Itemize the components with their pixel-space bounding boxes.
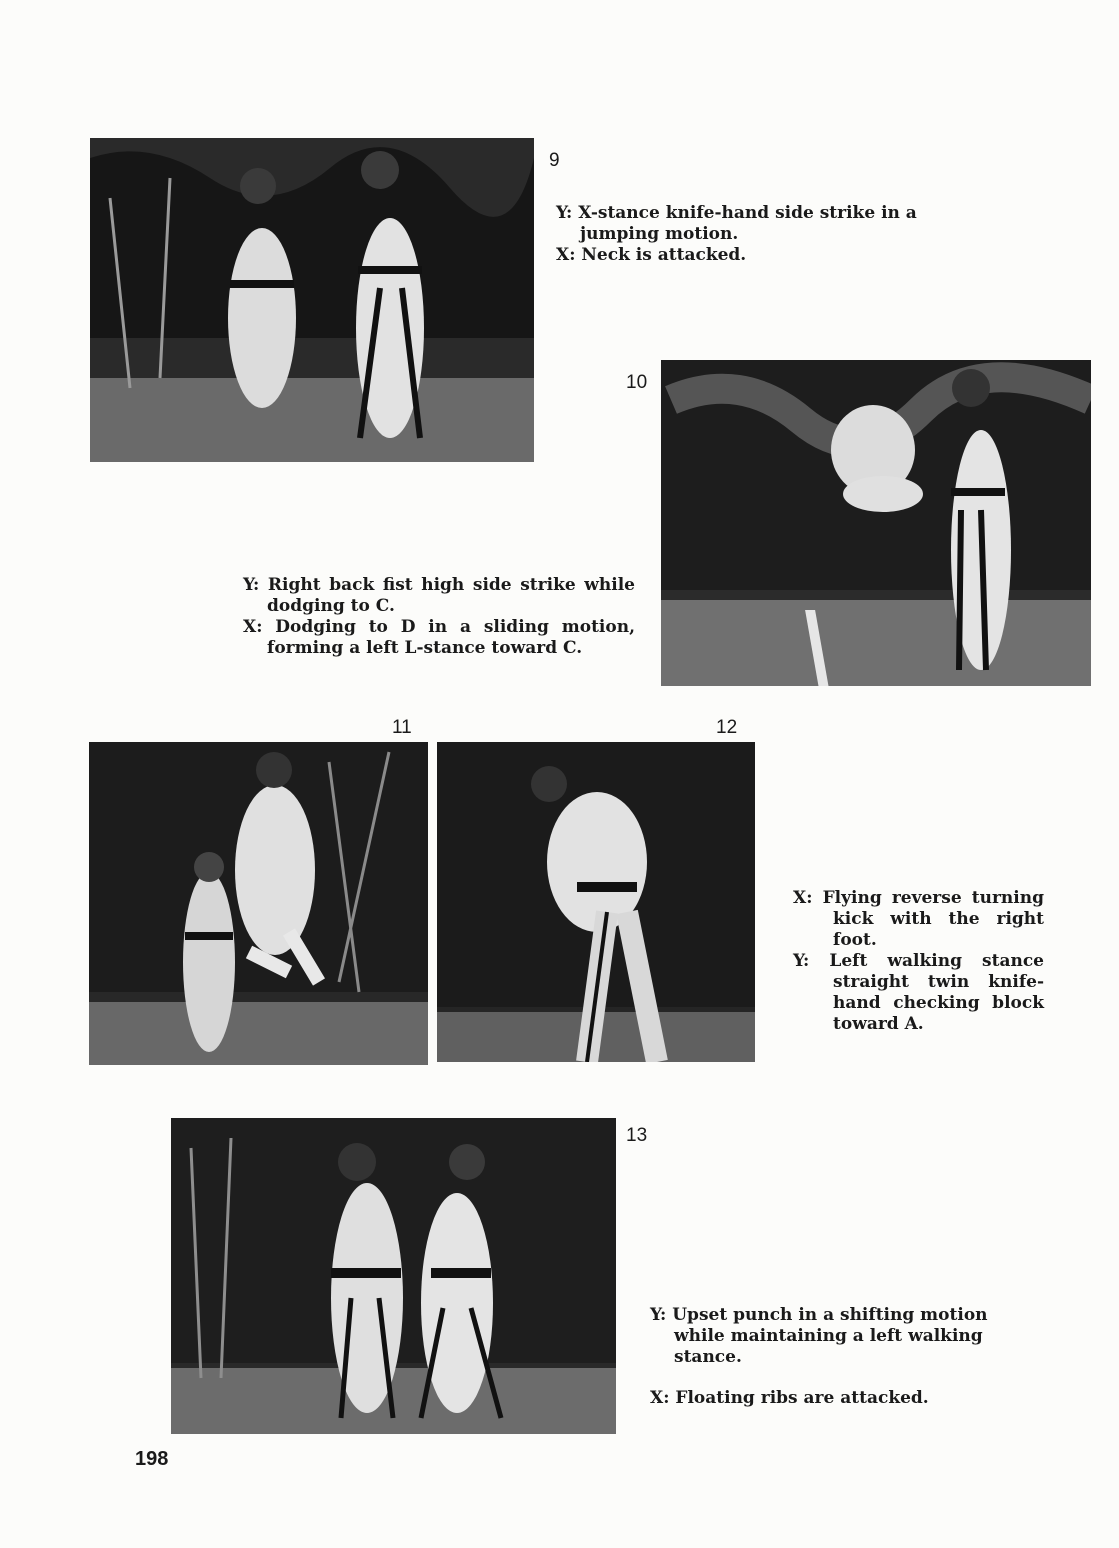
photo-11	[89, 742, 428, 1065]
caption-photo-10	[243, 575, 635, 659]
photo-9	[90, 138, 534, 462]
photo-number-11: 11	[392, 717, 412, 738]
caption-12-line-x: X: Flying reverse turning kick with the right foot.	[793, 888, 1044, 950]
caption-9-line-y: Y: X-stance knife-hand side strike in a jumping motion.	[556, 203, 917, 244]
page-number: 198	[135, 1448, 169, 1470]
photo-10	[661, 360, 1091, 686]
photo-10-image	[661, 360, 1091, 686]
caption-13-line-x: X: Floating ribs are attacked.	[650, 1388, 929, 1408]
caption-12-line-y: Y: Left walking stance straight twin knife-hand checking block toward A.	[793, 951, 1044, 1034]
photo-12-image	[437, 742, 755, 1062]
caption-photo-12	[793, 888, 1044, 1035]
photo-number-12: 12	[716, 717, 738, 738]
photo-12	[437, 742, 755, 1062]
caption-10-line-x: X: Dodging to D in a sliding motion, forming a left L-stance toward C.	[243, 617, 635, 658]
caption-13-line-y: Y: Upset punch in a shifting motion while maintaining a left walking stance.	[650, 1305, 988, 1367]
photo-9-image	[90, 138, 534, 462]
photo-number-13: 13	[626, 1125, 648, 1146]
caption-9-line-x: X: Neck is attacked.	[556, 245, 747, 265]
photo-number-9: 9	[549, 150, 560, 171]
caption-photo-13	[650, 1305, 1040, 1409]
photo-number-10: 10	[626, 372, 648, 393]
caption-photo-9	[556, 203, 956, 266]
caption-10-line-y: Y: Right back fist high side strike while dodging to C.	[243, 575, 635, 616]
photo-13-image	[171, 1118, 616, 1434]
photo-13	[171, 1118, 616, 1434]
photo-11-image	[89, 742, 428, 1065]
